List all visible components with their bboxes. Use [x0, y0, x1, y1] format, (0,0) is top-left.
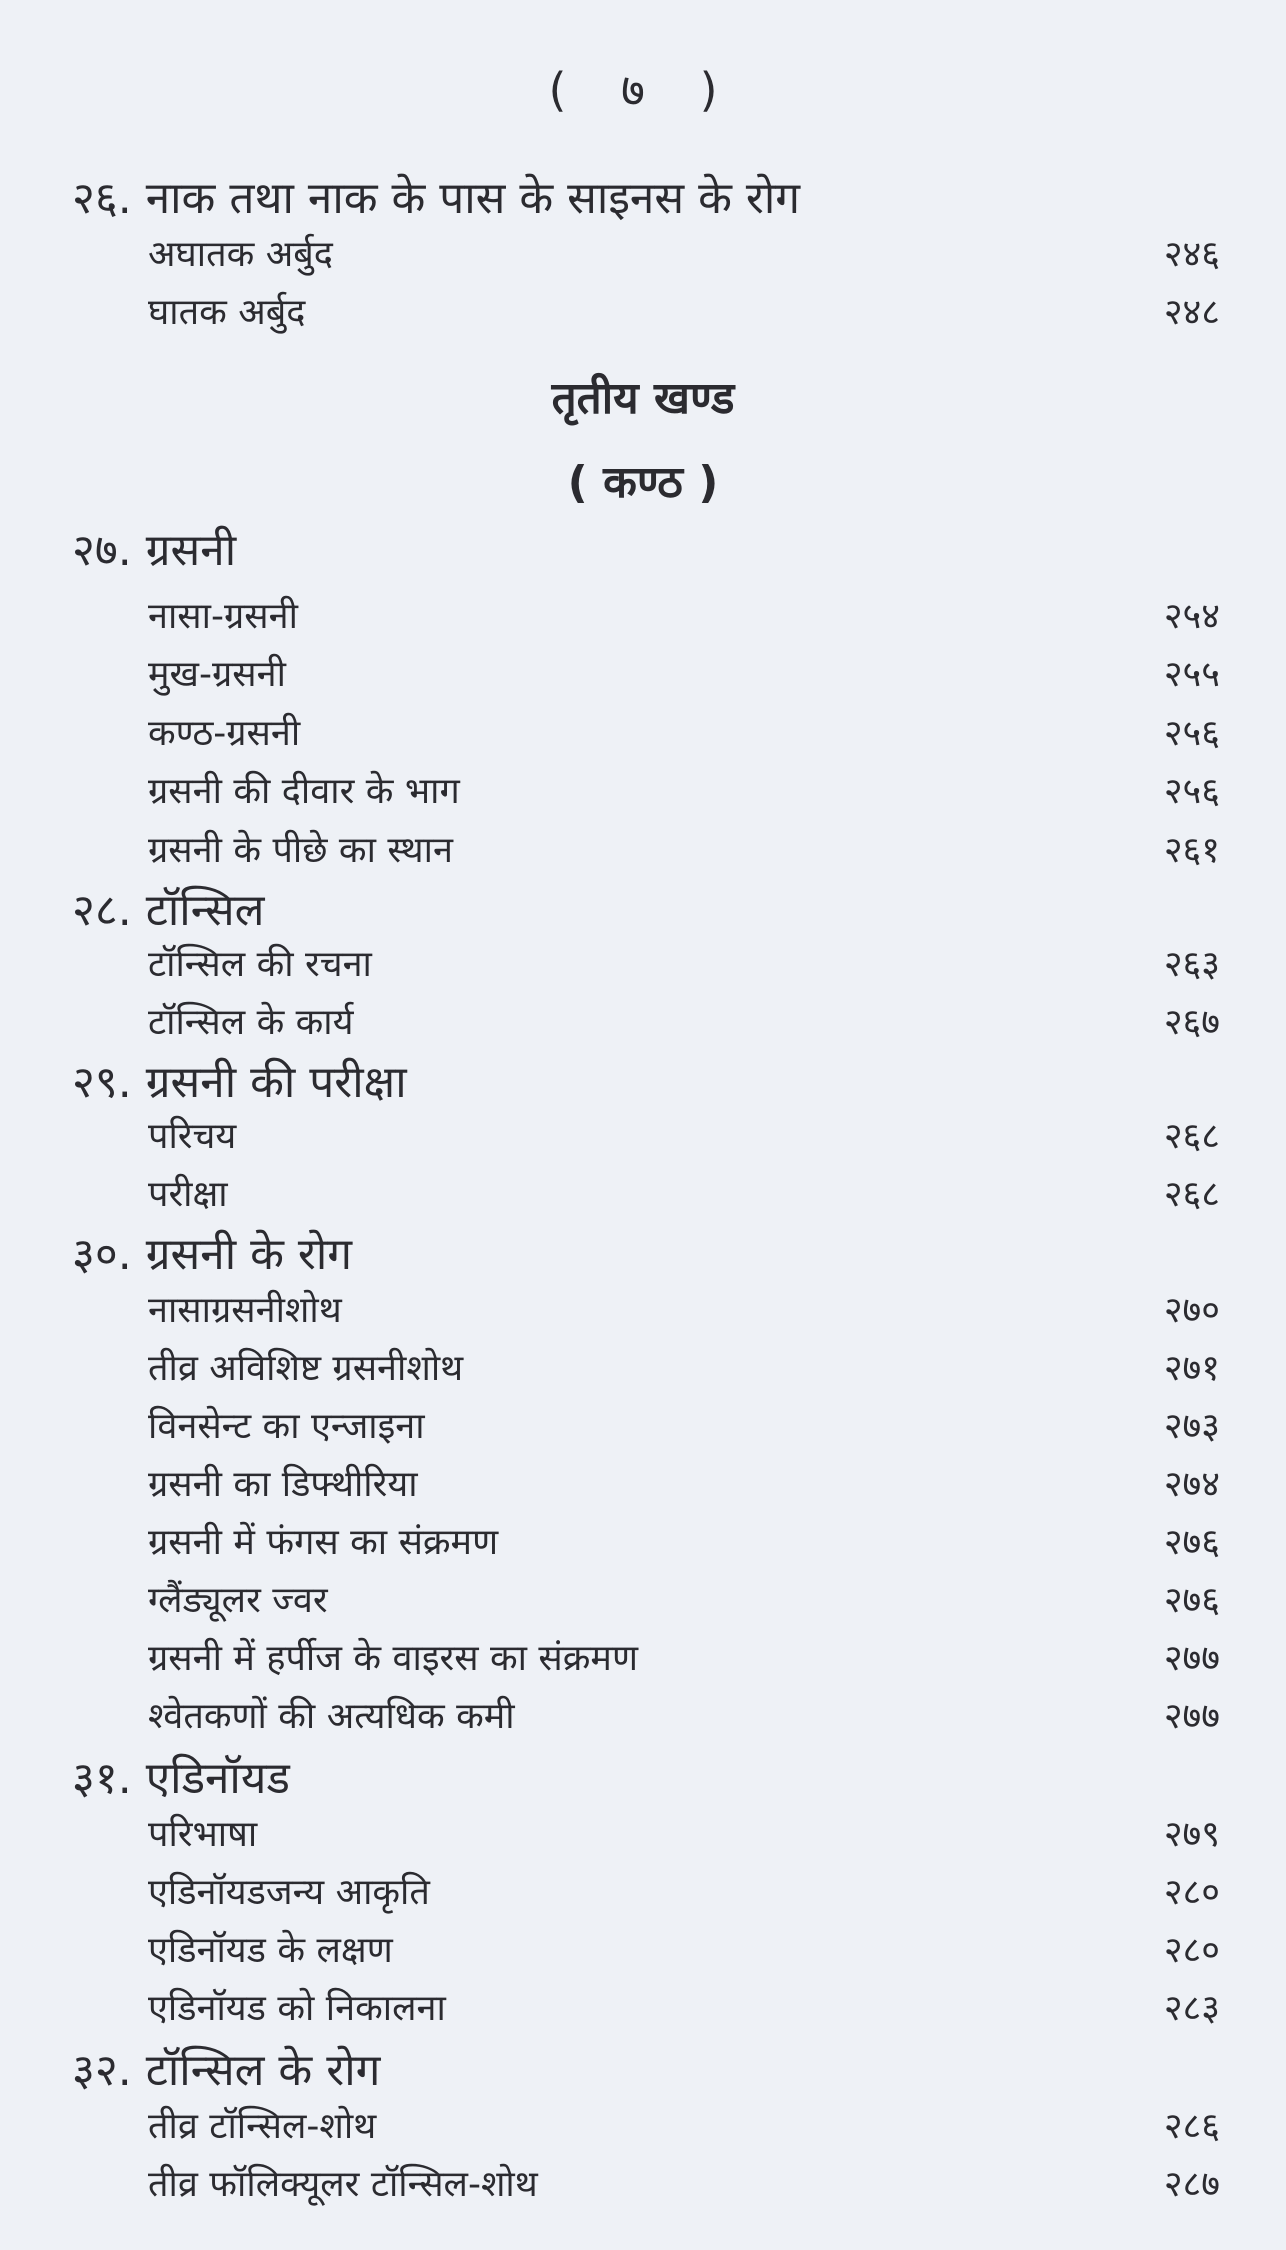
- toc-entry: [148, 286, 1220, 336]
- entry-page: २५६: [1163, 771, 1220, 812]
- entry-page: २८६: [1163, 2106, 1220, 2147]
- chapter-title: २७. ग्रसनी: [72, 525, 237, 576]
- toc-entry: [148, 996, 1220, 1046]
- chapter-title: ३०. ग्रसनी के रोग: [72, 1229, 353, 1280]
- entry-label: एडिनॉयडजन्य आकृति: [148, 1872, 430, 1913]
- toc-entry: [148, 1110, 1220, 1160]
- entry-label: ग्रसनी की दीवार के भाग: [148, 771, 460, 812]
- entry-page: २६८: [1163, 1116, 1220, 1157]
- toc-entry: [148, 1574, 1220, 1624]
- entry-page: २७७: [1163, 1638, 1220, 1679]
- entry-label: श्वेतकणों की अत्यधिक कमी: [148, 1696, 515, 1737]
- toc-entry: [148, 1284, 1220, 1334]
- entry-page: २६३: [1163, 944, 1220, 985]
- chapter-title: २६. नाक तथा नाक के पास के साइनस के रोग: [72, 173, 801, 224]
- entry-label: मुख-ग्रसनी: [148, 654, 286, 695]
- toc-entry: [148, 765, 1220, 815]
- section-title: तृतीय खण्ड: [551, 373, 735, 424]
- entry-page: २७६: [1163, 1580, 1220, 1621]
- entry-label: नासाग्रसनीशोथ: [148, 1290, 342, 1331]
- entry-page: २६१: [1163, 830, 1220, 871]
- toc-entry: [148, 707, 1220, 757]
- entry-page: २६७: [1163, 1002, 1220, 1043]
- chapter-title: २९. ग्रसनी की परीक्षा: [72, 1057, 407, 1108]
- entry-page: २८७: [1163, 2164, 1220, 2205]
- page-number: ( ७ ): [548, 63, 738, 117]
- toc-entry: [148, 1458, 1220, 1508]
- chapter-title: ३२. टॉन्सिल के रोग: [72, 2045, 381, 2096]
- toc-entry: [148, 2158, 1220, 2208]
- chapter-title: २८. टॉन्सिल: [72, 885, 265, 936]
- entry-label: परीक्षा: [148, 1174, 228, 1215]
- entry-label: टॉन्सिल के कार्य: [148, 1002, 354, 1043]
- entry-page: २७०: [1163, 1290, 1220, 1331]
- toc-entry: [148, 1924, 1220, 1974]
- entry-page: २७४: [1163, 1464, 1220, 1505]
- entry-label: नासा-ग्रसनी: [148, 596, 298, 637]
- entry-page: २८०: [1163, 1872, 1220, 1913]
- entry-page: २७१: [1163, 1348, 1220, 1389]
- toc-entry: [148, 1866, 1220, 1916]
- entry-page: २५६: [1163, 713, 1220, 754]
- toc-entry: [148, 824, 1220, 874]
- entry-label: घातक अर्बुद: [148, 292, 306, 333]
- entry-page: २६८: [1163, 1174, 1220, 1215]
- toc-entry: [148, 1632, 1220, 1682]
- chapter-title: ३१. एडिनॉयड: [72, 1753, 290, 1804]
- toc-entry: [148, 1982, 1220, 2032]
- entry-label: तीव्र फॉलिक्यूलर टॉन्सिल-शोथ: [148, 2164, 538, 2205]
- entry-label: एडिनॉयड को निकालना: [148, 1988, 446, 2029]
- entry-page: २७६: [1163, 1522, 1220, 1563]
- toc-entry: [148, 1168, 1220, 1218]
- toc-entry: [148, 648, 1220, 698]
- toc-entry: [148, 1400, 1220, 1450]
- entry-label: तीव्र टॉन्सिल-शोथ: [148, 2106, 377, 2147]
- entry-label: एडिनॉयड के लक्षण: [148, 1930, 393, 1971]
- section-subtitle: ( कण्ठ ): [567, 457, 719, 508]
- entry-label: अघातक अर्बुद: [148, 234, 333, 275]
- entry-label: परिभाषा: [148, 1814, 258, 1855]
- entry-label: ग्रसनी के पीछे का स्थान: [148, 830, 453, 871]
- entry-page: २७९: [1163, 1814, 1220, 1855]
- entry-page: २८३: [1163, 1988, 1220, 2029]
- toc-entry: [148, 228, 1220, 278]
- entry-label: विनसेन्ट का एन्जाइना: [148, 1406, 425, 1447]
- toc-entry: [148, 938, 1220, 988]
- toc-entry: [148, 1342, 1220, 1392]
- toc-entry: [148, 1690, 1220, 1740]
- entry-page: २५५: [1163, 654, 1220, 695]
- entry-label: ग्रसनी का डिफ्थीरिया: [148, 1464, 418, 1505]
- entry-label: परिचय: [148, 1116, 237, 1157]
- entry-label: ग्लैंड्यूलर ज्वर: [148, 1580, 328, 1621]
- entry-label: टॉन्सिल की रचना: [148, 944, 372, 985]
- toc-entry: [148, 590, 1220, 640]
- entry-page: २७३: [1163, 1406, 1220, 1447]
- toc-entry: [148, 2100, 1220, 2150]
- entry-page: २७७: [1163, 1696, 1220, 1737]
- toc-entry: [148, 1516, 1220, 1566]
- entry-label: ग्रसनी में फंगस का संक्रमण: [148, 1522, 499, 1563]
- entry-label: कण्ठ-ग्रसनी: [148, 713, 301, 754]
- entry-page: २८०: [1163, 1930, 1220, 1971]
- entry-page: २४६: [1163, 234, 1220, 275]
- entry-label: ग्रसनी में हर्पीज के वाइरस का संक्रमण: [148, 1638, 638, 1679]
- entry-page: २५४: [1163, 596, 1220, 637]
- toc-entry: [148, 1808, 1220, 1858]
- entry-page: २४८: [1163, 292, 1220, 333]
- entry-label: तीव्र अविशिष्ट ग्रसनीशोथ: [148, 1348, 464, 1389]
